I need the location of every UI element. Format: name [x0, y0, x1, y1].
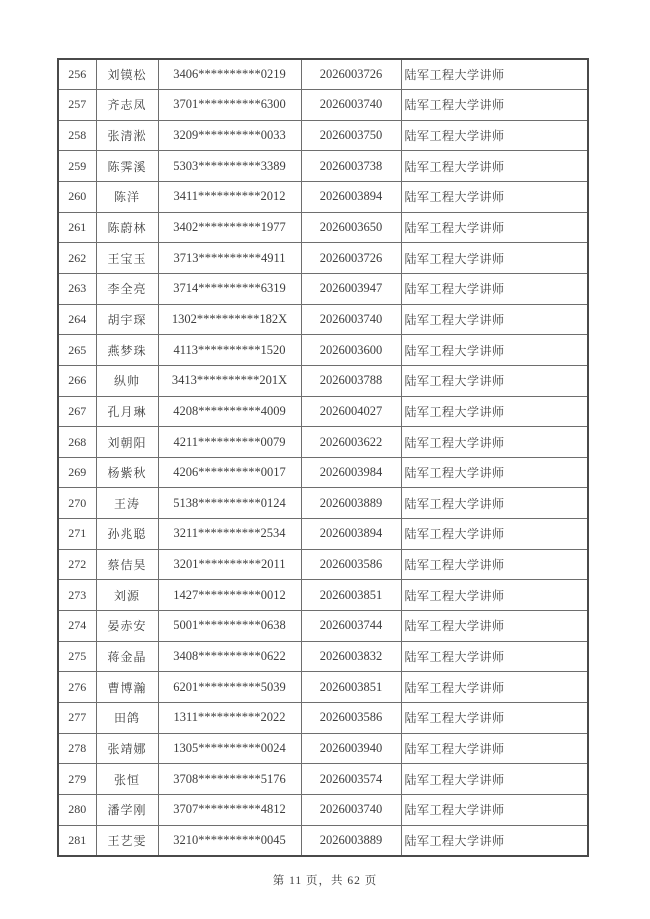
cell-person-name: 张恒: [96, 764, 158, 795]
cell-exam-code: 2026003851: [301, 672, 401, 703]
table-row: [58, 488, 588, 519]
cell-person-name: 王涛: [96, 488, 158, 519]
cell-row-index: 263: [58, 273, 96, 304]
cell-exam-code: 2026003750: [301, 120, 401, 151]
cell-row-index: 262: [58, 243, 96, 274]
table-row: [58, 702, 588, 733]
cell-id-number: 1427**********0012: [158, 580, 301, 611]
cell-position: 陆军工程大学讲师: [401, 304, 588, 335]
cell-position: 陆军工程大学讲师: [401, 488, 588, 519]
table-row: [58, 151, 588, 182]
cell-row-index: 261: [58, 212, 96, 243]
cell-person-name: 王艺雯: [96, 825, 158, 856]
roster-table: [57, 58, 589, 857]
cell-position: 陆军工程大学讲师: [401, 549, 588, 580]
page-number-footer: 第 11 页，共 62 页: [272, 875, 378, 887]
cell-position: 陆军工程大学讲师: [401, 764, 588, 795]
table-row: [58, 427, 588, 458]
cell-position: 陆军工程大学讲师: [401, 365, 588, 396]
cell-id-number: 3413**********201X: [158, 365, 301, 396]
cell-position: 陆军工程大学讲师: [401, 243, 588, 274]
cell-row-index: 269: [58, 457, 96, 488]
cell-position: 陆军工程大学讲师: [401, 825, 588, 856]
table-row: [58, 243, 588, 274]
cell-exam-code: 2026003889: [301, 825, 401, 856]
cell-id-number: 3411**********2012: [158, 182, 301, 213]
cell-person-name: 蔡佶昊: [96, 549, 158, 580]
table-row: [58, 825, 588, 856]
cell-exam-code: 2026003738: [301, 151, 401, 182]
cell-exam-code: 2026004027: [301, 396, 401, 427]
cell-person-name: 燕梦珠: [96, 335, 158, 366]
cell-id-number: 3209**********0033: [158, 120, 301, 151]
cell-id-number: 6201**********5039: [158, 672, 301, 703]
cell-exam-code: 2026003600: [301, 335, 401, 366]
table-row: [58, 764, 588, 795]
cell-id-number: 3210**********0045: [158, 825, 301, 856]
cell-person-name: 胡宇琛: [96, 304, 158, 335]
cell-person-name: 王宝玉: [96, 243, 158, 274]
cell-position: 陆军工程大学讲师: [401, 519, 588, 550]
cell-id-number: 3714**********6319: [158, 273, 301, 304]
table-row: [58, 457, 588, 488]
cell-person-name: 齐志凤: [96, 90, 158, 121]
cell-exam-code: 2026003622: [301, 427, 401, 458]
cell-row-index: 281: [58, 825, 96, 856]
cell-row-index: 275: [58, 641, 96, 672]
cell-position: 陆军工程大学讲师: [401, 273, 588, 304]
cell-exam-code: 2026003740: [301, 794, 401, 825]
cell-exam-code: 2026003851: [301, 580, 401, 611]
cell-position: 陆军工程大学讲师: [401, 151, 588, 182]
roster-table-body: [58, 59, 588, 856]
cell-person-name: 陈霁溪: [96, 151, 158, 182]
cell-exam-code: 2026003650: [301, 212, 401, 243]
cell-exam-code: 2026003889: [301, 488, 401, 519]
cell-position: 陆军工程大学讲师: [401, 794, 588, 825]
cell-person-name: 杨紫秋: [96, 457, 158, 488]
cell-position: 陆军工程大学讲师: [401, 120, 588, 151]
cell-exam-code: 2026003947: [301, 273, 401, 304]
cell-id-number: 3713**********4911: [158, 243, 301, 274]
table-row: [58, 580, 588, 611]
table-row: [58, 304, 588, 335]
table-row: [58, 120, 588, 151]
cell-position: 陆军工程大学讲师: [401, 90, 588, 121]
cell-row-index: 273: [58, 580, 96, 611]
table-row: [58, 672, 588, 703]
cell-id-number: 3701**********6300: [158, 90, 301, 121]
cell-person-name: 陈洋: [96, 182, 158, 213]
cell-id-number: 5001**********0638: [158, 611, 301, 642]
cell-position: 陆军工程大学讲师: [401, 702, 588, 733]
cell-id-number: 3211**********2534: [158, 519, 301, 550]
cell-position: 陆军工程大学讲师: [401, 335, 588, 366]
cell-exam-code: 2026003940: [301, 733, 401, 764]
table-row: [58, 641, 588, 672]
cell-row-index: 279: [58, 764, 96, 795]
cell-exam-code: 2026003586: [301, 702, 401, 733]
cell-id-number: 4206**********0017: [158, 457, 301, 488]
cell-position: 陆军工程大学讲师: [401, 611, 588, 642]
cell-person-name: 李全亮: [96, 273, 158, 304]
table-row: [58, 273, 588, 304]
cell-id-number: 5138**********0124: [158, 488, 301, 519]
cell-row-index: 267: [58, 396, 96, 427]
table-row: [58, 549, 588, 580]
table-row: [58, 182, 588, 213]
cell-exam-code: 2026003744: [301, 611, 401, 642]
cell-person-name: 潘学刚: [96, 794, 158, 825]
cell-exam-code: 2026003726: [301, 243, 401, 274]
cell-position: 陆军工程大学讲师: [401, 212, 588, 243]
cell-id-number: 5303**********3389: [158, 151, 301, 182]
cell-exam-code: 2026003984: [301, 457, 401, 488]
cell-position: 陆军工程大学讲师: [401, 59, 588, 90]
cell-row-index: 280: [58, 794, 96, 825]
cell-row-index: 271: [58, 519, 96, 550]
cell-position: 陆军工程大学讲师: [401, 182, 588, 213]
cell-person-name: 蒋金晶: [96, 641, 158, 672]
cell-position: 陆军工程大学讲师: [401, 733, 588, 764]
cell-person-name: 孔月琳: [96, 396, 158, 427]
cell-id-number: 1305**********0024: [158, 733, 301, 764]
cell-id-number: 3402**********1977: [158, 212, 301, 243]
cell-row-index: 268: [58, 427, 96, 458]
cell-exam-code: 2026003788: [301, 365, 401, 396]
cell-position: 陆军工程大学讲师: [401, 427, 588, 458]
cell-exam-code: 2026003574: [301, 764, 401, 795]
cell-row-index: 266: [58, 365, 96, 396]
cell-row-index: 278: [58, 733, 96, 764]
cell-id-number: 3406**********0219: [158, 59, 301, 90]
cell-row-index: 257: [58, 90, 96, 121]
table-row: [58, 733, 588, 764]
cell-id-number: 4211**********0079: [158, 427, 301, 458]
cell-person-name: 晏赤安: [96, 611, 158, 642]
cell-row-index: 256: [58, 59, 96, 90]
cell-row-index: 270: [58, 488, 96, 519]
table-row: [58, 396, 588, 427]
table-row: [58, 212, 588, 243]
cell-row-index: 259: [58, 151, 96, 182]
cell-id-number: 3201**********2011: [158, 549, 301, 580]
cell-exam-code: 2026003894: [301, 182, 401, 213]
table-row: [58, 335, 588, 366]
cell-row-index: 265: [58, 335, 96, 366]
table-row: [58, 365, 588, 396]
cell-exam-code: 2026003832: [301, 641, 401, 672]
cell-position: 陆军工程大学讲师: [401, 580, 588, 611]
cell-person-name: 曹博瀚: [96, 672, 158, 703]
table-row: [58, 90, 588, 121]
cell-id-number: 1302**********182X: [158, 304, 301, 335]
cell-person-name: 张靖娜: [96, 733, 158, 764]
cell-person-name: 刘源: [96, 580, 158, 611]
cell-position: 陆军工程大学讲师: [401, 672, 588, 703]
cell-id-number: 3707**********4812: [158, 794, 301, 825]
cell-row-index: 277: [58, 702, 96, 733]
cell-position: 陆军工程大学讲师: [401, 457, 588, 488]
table-row: [58, 794, 588, 825]
cell-person-name: 田鸽: [96, 702, 158, 733]
table-row: [58, 611, 588, 642]
cell-person-name: 刘朝阳: [96, 427, 158, 458]
cell-person-name: 纵帅: [96, 365, 158, 396]
cell-id-number: 3708**********5176: [158, 764, 301, 795]
table-row: [58, 59, 588, 90]
cell-exam-code: 2026003740: [301, 304, 401, 335]
cell-id-number: 4113**********1520: [158, 335, 301, 366]
cell-row-index: 274: [58, 611, 96, 642]
cell-exam-code: 2026003586: [301, 549, 401, 580]
cell-id-number: 3408**********0622: [158, 641, 301, 672]
cell-row-index: 264: [58, 304, 96, 335]
cell-row-index: 260: [58, 182, 96, 213]
cell-exam-code: 2026003894: [301, 519, 401, 550]
cell-position: 陆军工程大学讲师: [401, 396, 588, 427]
cell-person-name: 刘镆松: [96, 59, 158, 90]
cell-row-index: 258: [58, 120, 96, 151]
cell-person-name: 孙兆聪: [96, 519, 158, 550]
cell-person-name: 张清淞: [96, 120, 158, 151]
cell-person-name: 陈蔚林: [96, 212, 158, 243]
cell-id-number: 4208**********4009: [158, 396, 301, 427]
cell-position: 陆军工程大学讲师: [401, 641, 588, 672]
cell-row-index: 272: [58, 549, 96, 580]
cell-id-number: 1311**********2022: [158, 702, 301, 733]
cell-exam-code: 2026003740: [301, 90, 401, 121]
table-row: [58, 519, 588, 550]
cell-row-index: 276: [58, 672, 96, 703]
cell-exam-code: 2026003726: [301, 59, 401, 90]
